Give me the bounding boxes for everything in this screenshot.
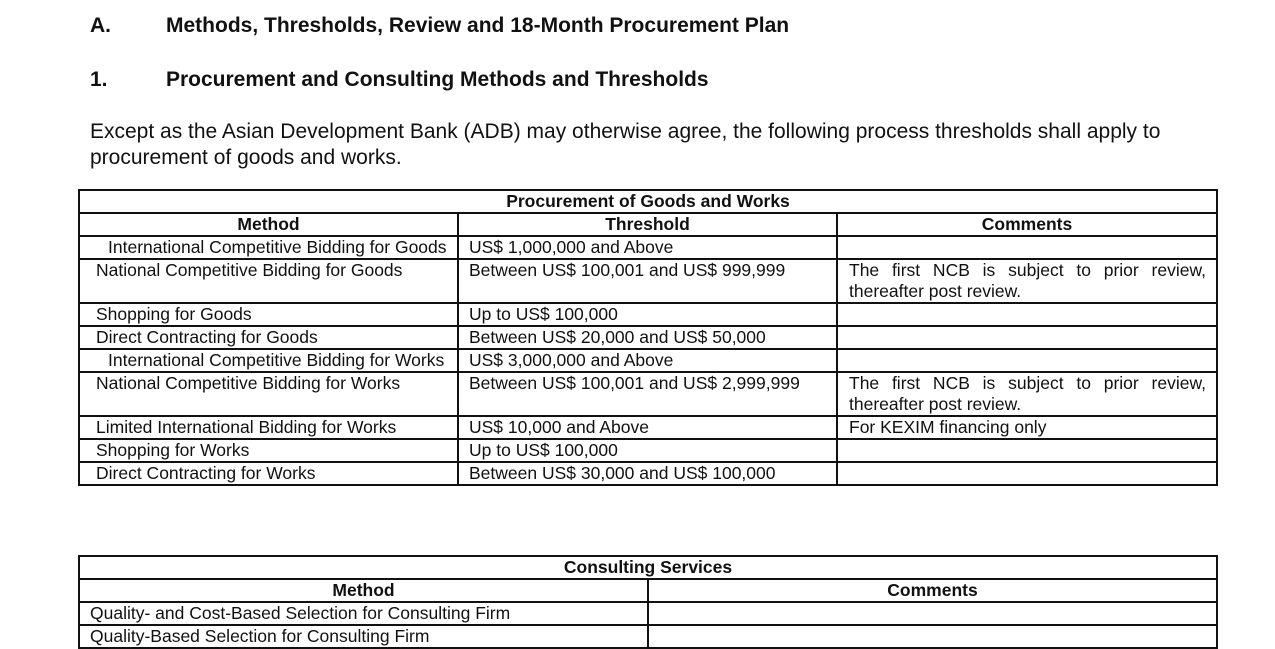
table-row — [79, 349, 1217, 372]
table-row — [79, 236, 1217, 259]
table-title-row — [79, 190, 1217, 213]
table-row — [79, 462, 1217, 485]
threshold-cell: Up to US$ 100,000 — [458, 439, 837, 462]
column-header-method: Method — [79, 579, 648, 602]
section-heading-a — [90, 14, 789, 38]
goods-works-table — [78, 189, 1218, 486]
method-cell: International Competitive Bidding for Goods — [79, 236, 458, 259]
method-cell: Shopping for Works — [79, 439, 458, 462]
threshold-cell: US$ 3,000,000 and Above — [458, 349, 837, 372]
comments-cell — [648, 625, 1217, 648]
comments-cell — [837, 326, 1217, 349]
column-header-comments: Comments — [648, 579, 1217, 602]
method-cell: International Competitive Bidding for Works — [79, 349, 458, 372]
method-cell: Direct Contracting for Goods — [79, 326, 458, 349]
column-header-threshold: Threshold — [458, 213, 837, 236]
threshold-cell: Between US$ 20,000 and US$ 50,000 — [458, 326, 837, 349]
comments-cell: The first NCB is subject to prior review, thereafter post review. — [837, 259, 1217, 303]
section-number: 1. — [90, 68, 108, 91]
comments-cell — [837, 349, 1217, 372]
table-title: Procurement of Goods and Works — [79, 190, 1217, 213]
threshold-cell: Between US$ 100,001 and US$ 2,999,999 — [458, 372, 837, 416]
intro-paragraph: Except as the Asian Development Bank (ADB) may otherwise agree, the following process thresholds shall apply to procurement of goods and works. — [90, 120, 1161, 169]
threshold-cell: US$ 1,000,000 and Above — [458, 236, 837, 259]
table-row — [79, 259, 1217, 303]
threshold-cell: Between US$ 30,000 and US$ 100,000 — [458, 462, 837, 485]
comments-cell: The first NCB is subject to prior review, thereafter post review. — [837, 372, 1217, 416]
table-row — [79, 303, 1217, 326]
section-title: Procurement and Consulting Methods and Thresholds — [166, 68, 709, 91]
comments-cell — [837, 236, 1217, 259]
method-cell: National Competitive Bidding for Works — [79, 372, 458, 416]
section-title: Methods, Thresholds, Review and 18-Month Procurement Plan — [166, 14, 790, 37]
threshold-cell: Up to US$ 100,000 — [458, 303, 837, 326]
column-header-method: Method — [79, 213, 458, 236]
method-cell: Limited International Bidding for Works — [79, 416, 458, 439]
threshold-cell: US$ 10,000 and Above — [458, 416, 837, 439]
method-cell: Quality- and Cost-Based Selection for Consulting Firm — [79, 602, 648, 625]
method-cell: Shopping for Goods — [79, 303, 458, 326]
comments-cell — [837, 303, 1217, 326]
table-header-row — [79, 579, 1217, 602]
comments-cell — [837, 439, 1217, 462]
method-cell: Direct Contracting for Works — [79, 462, 458, 485]
table-row — [79, 326, 1217, 349]
table-row — [79, 372, 1217, 416]
method-cell: Quality-Based Selection for Consulting Firm — [79, 625, 648, 648]
section-heading-1 — [90, 68, 709, 92]
section-number: A. — [90, 14, 111, 37]
table-row — [79, 439, 1217, 462]
comments-cell — [837, 462, 1217, 485]
comments-cell: For KEXIM financing only — [837, 416, 1217, 439]
table-row — [79, 416, 1217, 439]
table-title-row — [79, 556, 1217, 579]
comments-cell — [648, 602, 1217, 625]
column-header-comments: Comments — [837, 213, 1217, 236]
table-title: Consulting Services — [79, 556, 1217, 579]
table-row — [79, 625, 1217, 648]
threshold-cell: Between US$ 100,001 and US$ 999,999 — [458, 259, 837, 303]
table-row — [79, 602, 1217, 625]
table-header-row — [79, 213, 1217, 236]
method-cell: National Competitive Bidding for Goods — [79, 259, 458, 303]
